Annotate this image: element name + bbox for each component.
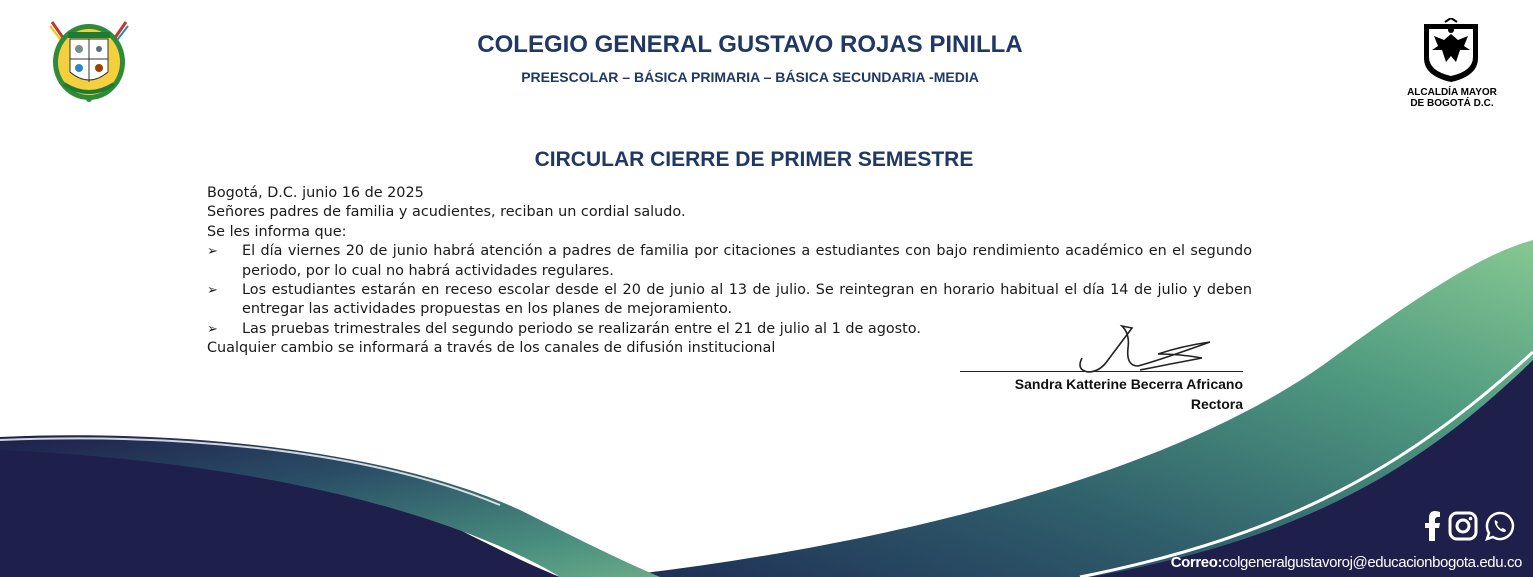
signature-line [960, 371, 1243, 372]
contact-email[interactable] [1171, 554, 1522, 571]
alcaldia-label [1392, 87, 1512, 109]
circular-greeting: Señores padres de familia y acudientes, reciban un cordial saludo. [207, 204, 686, 221]
alcaldia-line1: ALCALDÍA MAYOR [1407, 87, 1497, 98]
alcaldia-line2: DE BOGOTÁ D.C. [1410, 98, 1494, 109]
arrow-bullet-icon: ➢ [207, 321, 218, 337]
email-address[interactable]: colgeneralgustavoroj@educacionbogota.edu.co [1222, 554, 1522, 571]
list-item-text: El día viernes 20 de junio habrá atención a padres de familia por citaciones a estudiantes con bajo rendimiento académico en el segundo periodo, por lo cual no habrá actividades regulares. [242, 243, 1252, 279]
list-item-text: Los estudiantes estarán en receso escolar desde el 20 de junio al 13 de julio. Se reintegran en horario habitual el día 14 de julio y deben entregar las actividades propuestas en los planes de mejoramiento. [242, 282, 1252, 318]
circular-title: CIRCULAR CIERRE DE PRIMER SEMESTRE [534, 148, 974, 171]
facebook-icon[interactable] [1422, 511, 1442, 546]
signatory-role: Rectora [1190, 396, 1243, 412]
signatory-name: Sandra Katterine Becerra Africano [1014, 376, 1243, 392]
arrow-bullet-icon: ➢ [207, 244, 218, 260]
alcaldia-shield-logo [1420, 18, 1482, 84]
circular-date: Bogotá, D.C. junio 16 de 2025 [207, 185, 424, 201]
arrow-bullet-icon: ➢ [207, 283, 218, 299]
school-levels: PREESCOLAR – BÁSICA PRIMARIA – BÁSICA SECUNDARIA -MEDIA [521, 69, 979, 85]
list-item [207, 242, 1252, 281]
circular-closing: Cualquier cambio se informará a través de los canales de difusión institucional [207, 340, 776, 357]
whatsapp-icon[interactable] [1484, 510, 1516, 547]
list-item [207, 281, 1252, 320]
school-name: COLEGIO GENERAL GUSTAVO ROJAS PINILLA [477, 31, 1023, 58]
school-crest-logo [44, 14, 134, 104]
email-label: Correo: [1170, 554, 1223, 571]
social-icons [1422, 510, 1516, 547]
instagram-icon[interactable] [1448, 511, 1478, 546]
list-item-text: Las pruebas trimestrales del segundo periodo se realizarán entre el 21 de julio al 1 de agosto. [242, 320, 921, 337]
circular-intro: Se les informa que: [207, 223, 347, 240]
